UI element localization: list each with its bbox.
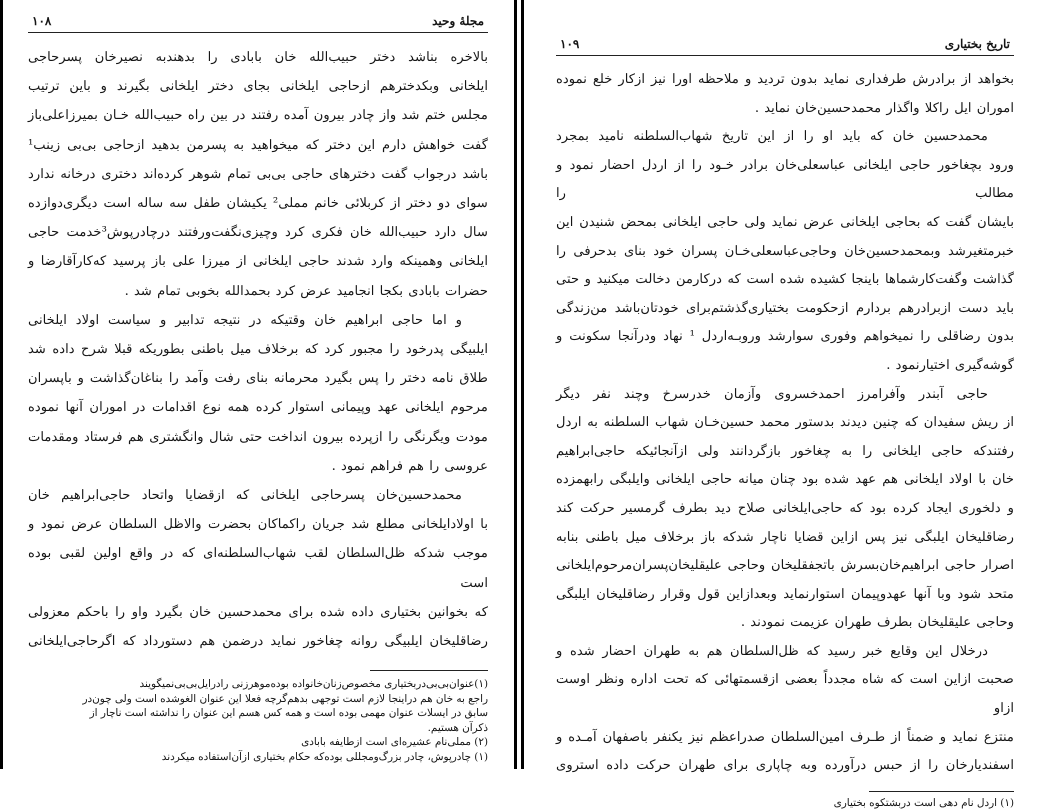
right-running-head: تاریخ بختیاری — [944, 37, 1010, 51]
right-page-body — [556, 66, 1014, 781]
footnote-separator — [370, 670, 488, 671]
left-page-edge — [0, 0, 3, 769]
text-line: ایلخانی وهمینکه وارد شدند حاجی ایلخانی از میرزا علی باز پرسید که‌کارآقارضا و — [28, 254, 488, 270]
text-line: محمدحسین‌خان پسرحاجی ایلخانی که ازقضایا واتحاد حاجی‌ابراهیم خان — [28, 488, 462, 504]
text-line: که بخوانین بختیاری داده شده برای محمدحسین خان بگیرد واو را باحکم معزولی — [28, 604, 488, 620]
center-gutter-right — [521, 0, 524, 769]
text-line: حاجی آبندر وآفرامرز احمدخسروی وآزمان خدرسرخ وچند نفر دیگر — [556, 386, 988, 402]
footnote-line: (۱) چادرپوش، چادر بزرگ‌ومجللی بوده‌که حکام بختیاری ازآن‌استفاده میکردند — [161, 750, 488, 763]
text-line: سوای دو دختر از کربلائی خانم مملی² یکیشان طفل سه ساله است دیگری‌دوازده — [28, 196, 488, 212]
text-line: اصرار حاجی ابراهیم‌خان‌بسرش باتجفقلیخان وحاجی علیقلیخان‌پسران‌مرحوم‌ایلخانی — [556, 558, 1014, 574]
footnote-line: (۲) مملی‌نام عشیره‌ای است ازطایفه بابادی — [301, 736, 488, 749]
text-line: از ریش سفیدان که چنین دیدند بدستور محمد حسین‌خـان شهاب السلطنه به اردل — [556, 415, 1014, 431]
text-line: گذاشت وگفت‌کارشماها باینجا کشیده شده است که درکارمن دخالت میکنید و حتی — [556, 272, 1014, 288]
text-line: رضاقلیخان ایلبگی نیز پس ازاین قضایا ناچار شدکه باز برخلاف میل باطنی بنابه — [556, 529, 1014, 545]
text-line: صحبت ازاین است که شاه مجدداً بعضی ازقسمتهائی که تحت اداره ونظر اوست ازاو — [556, 672, 1014, 717]
text-line: رضاقلیخان ایلبیگی روانه چغاخور نماید درضمن هم دستورداد که اگرحاجی‌ایلخانی — [28, 634, 488, 650]
text-line: اسفندیارخان را از حبس درآورده وبه چاپاری برای طهران حرکت داده استروی — [556, 758, 1014, 774]
text-line: گفت خواهش دارم این دختر که میخواهید به پسرمن بدهید ازحاجی بی‌بی زینب¹ — [28, 137, 488, 153]
text-line: محمدحسین خان که باید او را از این تاریخ شهاب‌السلطنه نامید بمجرد — [556, 129, 988, 145]
left-page-body — [28, 43, 488, 656]
footnote-separator — [869, 791, 1014, 792]
center-gutter-left — [514, 0, 517, 769]
text-line: موجب شدکه ظل‌السلطان لقب شهاب‌السلطنه‌ای که در واقع اولین لقبی بوده است — [28, 546, 488, 591]
text-line: طلاق نامه دختر را پس بگیرد محرمانه بنای رفت وآمد را بناغان‌گذاشت و باپسران — [28, 371, 488, 387]
left-running-head: مجلهٔ وحید — [432, 14, 484, 28]
right-footnotes — [556, 796, 1014, 810]
text-line: ورود بچغاخور حاجی ایلخانی عباسعلی‌خان برادر خـود را از اردل احضار نمود و مطالب را — [556, 157, 1014, 202]
text-line: خان با اولاد ایلخانی هم عهد شده بود چنان میانه حاجی ایلخانی وایلبگی رابهمزده — [556, 472, 1014, 488]
footnote-line: سابق در ایسلات عنوان مهمی بوده است و همه کس هسم این عنوان را نداشته است ناچار از — [89, 707, 488, 720]
text-line: و اما حاجی ابراهیم خان وقتیکه در نتیجه تدابیر و سیاست اولاد ایلخانی — [28, 312, 462, 328]
text-line: درخلال این وقایع خبر رسید که ظل‌السلطان هم به طهران احضار شده و — [556, 643, 988, 659]
left-footnotes — [28, 677, 488, 764]
footnote-line: (۱) اردل نام دهی است دربشتکوه بختیاری — [833, 796, 1014, 809]
text-line: و دلخوری ایجاد کرده بود که حاجی‌ایلخانی صلاح دید بطرف گرمسیر حرکت کند — [556, 500, 1014, 516]
text-line: با اولادایلخانی مطلع شد جریان راکماکان بحضرت والاظل السلطان عرض نمود و — [28, 517, 488, 533]
text-line: خبرمتغیرشد وبمحمدحسین‌خان وحاجی‌عباسعلی‌خـان پسران خود بنای بدحرفی را — [556, 243, 1014, 259]
text-line: عروسی را هم فراهم نمود . — [331, 458, 488, 474]
text-line: بخواهد از برادرش طرفداری نماید بدون تردید و ملاحظه اورا نیز ازکار خلع نموده — [556, 72, 1014, 87]
text-line: حضرات بابادی بکجا انجامید عرض کرد بحمدالله بخوبی تمام شد . — [124, 283, 488, 299]
text-line: رفتندکه حاجی ایلخانی را به چغاخور بازگردانند ولی ازآنجائیکه حاجی‌ابراهیم — [556, 443, 1014, 459]
text-line: گوشه‌گیری اختیارنمود . — [886, 357, 1014, 373]
text-line: منتزع نماید و ضمناً از طـرف امین‌السلطان صدراعظم نیز یکنفر باصفهان آمـده و — [556, 729, 1014, 745]
text-line: سال دارد حبیب‌الله خان فکری کرد وچیزی‌نگفت‌ورفتند درچادرپوش³خدمت حاجی — [28, 225, 488, 241]
left-page-number: ۱۰۸ — [32, 14, 52, 28]
text-line: وحاجی علیقلیخان بطرف طهران عزیمت نمودند . — [740, 615, 1014, 631]
text-line: ایلبیگی پدرخود را مجبور کرد که برخلاف میل باطنی بطوریکه قبلا شرح داده شد — [28, 342, 488, 358]
text-line: بایشان گفت که بحاجی ایلخانی عرض نماید ولی حاجی ایلخانی بمحض شنیدن این — [556, 214, 1014, 230]
footnote-line: (۱)عنوان‌بی‌بی‌دربختیاری مخصوص‌زنان‌خانواده بوده‌موهرزنی رادرایل‌بی‌بی‌نمیگویند — [139, 678, 488, 691]
text-line: مجلس ختم شد واز چادر بیرون آمده رفتند در بین راه حبیب‌الله خـان بمیرزاعلی‌باز — [28, 108, 488, 124]
text-line: باید دست ازبرادرهم بردارم ازحکومت بختیاری‌گذشتم‌برای خودتان‌باشد من‌زندگی — [556, 300, 1014, 316]
text-line: ایلخانی وبکدخترهم ازحاجی ایلخانی بجای دختر ایلخانی بگیرند و باین ترتیب — [28, 79, 488, 95]
footnote-line: راجع به خان هم دراینجا لازم است توجهی بدهم‌گرچه فعلا این عنوان الغوشده است ولی چون‌در — [82, 692, 488, 705]
text-line: مودت ویگرنگی را ازپرده بیرون انداخت حتی شال وانگشتری هم فرستاد ومقدمات — [28, 429, 488, 445]
left-page — [6, 0, 512, 769]
left-page-header — [28, 14, 488, 33]
text-line: بالاخره بناشد دختر حبیب‌الله خان بابادی را بدهندبه نصیرخان پسرحاجی — [28, 50, 488, 65]
right-page — [526, 0, 1034, 809]
text-line: بدون رضاقلی را نمیخواهم وفوری سوارشد وروبـه‌اردل ¹ نهاد ودرآنجا سکونت و — [556, 329, 1015, 345]
right-page-header — [556, 37, 1014, 56]
footnote-line: ذکرآن هستیم. — [427, 721, 488, 734]
text-line: باشد درجواب گفت دخترهای حاجی بی‌بی تمام شوهر کرده‌اند دختری درخانه ندارد — [28, 166, 488, 182]
right-page-number: ۱۰۹ — [560, 37, 580, 51]
text-line: متحد شود وبا آنها عهدوپیمان استوارنماید وبعدازاین قول وقرار رضاقلیخان ایلبگی — [556, 586, 1014, 602]
text-line: اموران ایل راکلا واگذار محمدحسین‌خان نماید . — [754, 100, 1014, 116]
text-line: مرحوم ایلخانی عهد وپیمانی استوار کرده همه نوع اقدامات در اموران آنها نموده — [28, 400, 488, 416]
